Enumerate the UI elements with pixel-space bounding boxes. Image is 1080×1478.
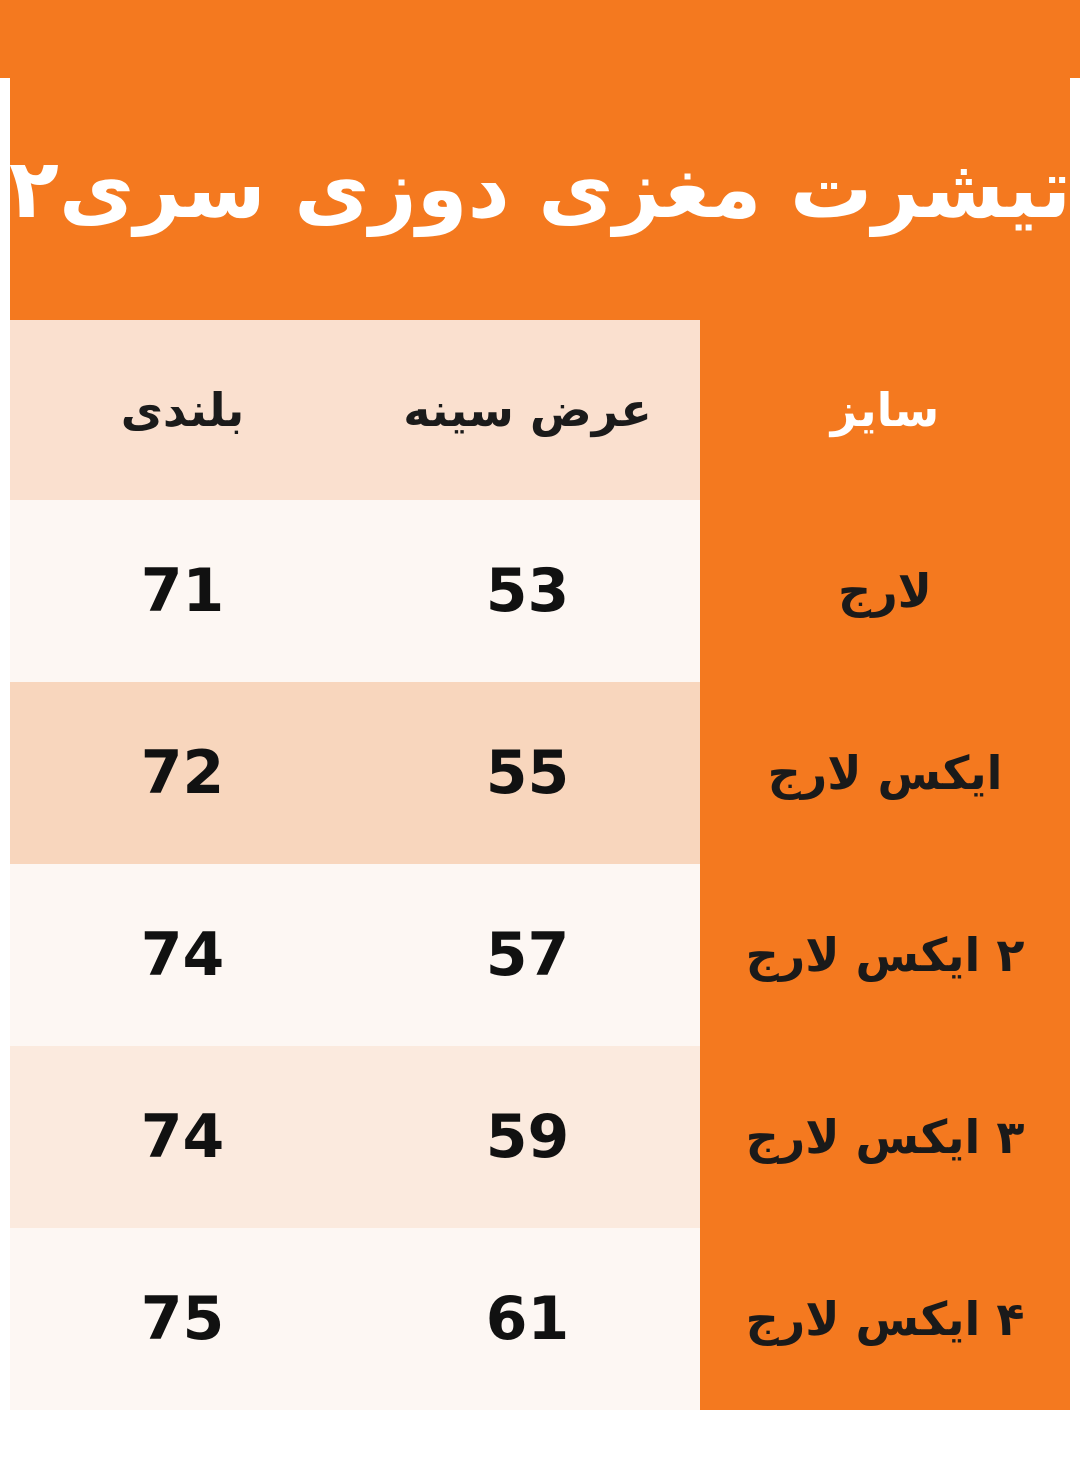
table-row xyxy=(10,682,1070,864)
column-header-size: سایز xyxy=(700,320,1070,500)
cell-chest: 55 xyxy=(355,682,700,864)
cell-length: 74 xyxy=(10,864,355,1046)
cell-size: ۴ ایکس لارج xyxy=(700,1228,1070,1410)
cell-length: 72 xyxy=(10,682,355,864)
table-header-row xyxy=(10,320,1070,500)
column-header-chest: عرض سینه xyxy=(355,320,700,500)
bottom-spacer xyxy=(0,1412,1080,1478)
cell-length: 71 xyxy=(10,500,355,682)
cell-length: 74 xyxy=(10,1046,355,1228)
title-banner xyxy=(10,78,1070,320)
top-accent-band xyxy=(0,0,1080,78)
page-title: تیشرت مغزی دوزی سری۲ xyxy=(8,141,1072,237)
cell-chest: 59 xyxy=(355,1046,700,1228)
cell-length: 75 xyxy=(10,1228,355,1410)
cell-size: ۳ ایکس لارج xyxy=(700,1046,1070,1228)
cell-chest: 61 xyxy=(355,1228,700,1410)
table-row xyxy=(10,864,1070,1046)
column-header-length: بلندی xyxy=(10,320,355,500)
table-row xyxy=(10,500,1070,682)
cell-chest: 53 xyxy=(355,500,700,682)
cell-size: ۲ ایکس لارج xyxy=(700,864,1070,1046)
table-header xyxy=(10,320,1070,500)
size-chart-table xyxy=(10,320,1070,1410)
cell-size: لارج xyxy=(700,500,1070,682)
cell-size: ایکس لارج xyxy=(700,682,1070,864)
table-row xyxy=(10,1046,1070,1228)
table-body xyxy=(10,500,1070,1410)
cell-chest: 57 xyxy=(355,864,700,1046)
table-row xyxy=(10,1228,1070,1410)
